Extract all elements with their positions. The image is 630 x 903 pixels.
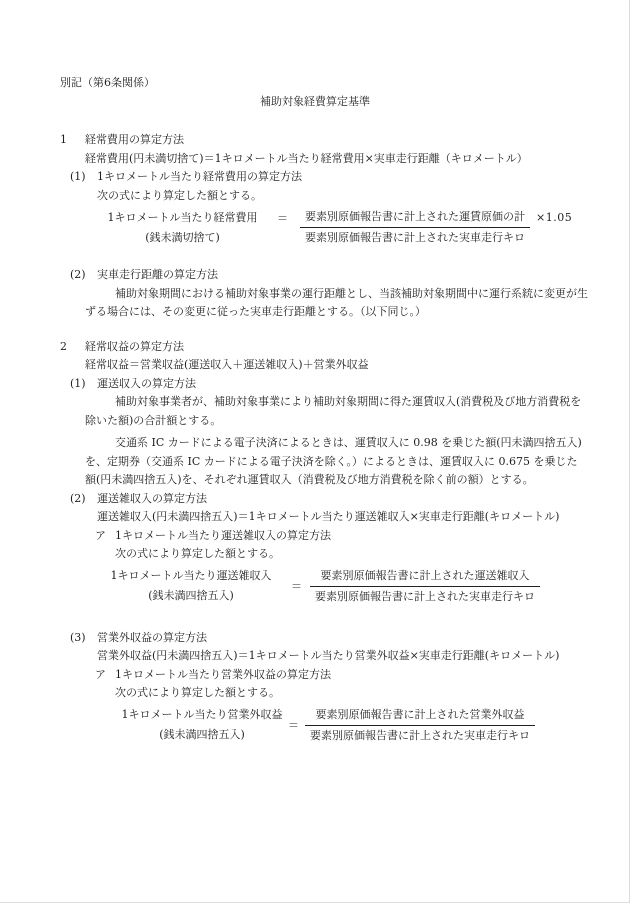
section-1-sub-1-heading-row (0, 168, 630, 187)
equals-sign: ＝ (291, 580, 302, 593)
section-2-sub-2-heading-row (0, 490, 630, 509)
section-2-sub-2-item-a-marker: ア (95, 528, 106, 542)
section-2-sub-1-heading: 運送収入の算定方法 (97, 376, 196, 390)
section-1-sub-1-heading: 1キロメートル当たり経常費用の算定方法 (97, 170, 302, 183)
formula-nonoperating-income-per-km-denominator: 要素別原価報告書に計上された実車走行キロ (310, 728, 530, 742)
formula-cost-per-km-denominator: 要素別原価報告書に計上された実車走行キロ (305, 231, 525, 244)
section-1-sub-2-heading: 実車走行距離の算定方法 (97, 268, 218, 281)
formula-misc-revenue-per-km-label (105, 568, 277, 604)
section-1-number: 1 (60, 133, 67, 146)
section-2-sub-2-heading: 運送雑収入の算定方法 (97, 491, 207, 505)
section-2-sub-3-formula-line: 営業外収益(円未満四捨五入)＝1キロメートル当たり営業外収益×実車走行距離(キロメートル) (97, 649, 560, 662)
section-2-sub-3-heading: 営業外収益の算定方法 (97, 630, 207, 644)
section-2-sub-1-paragraph2-line1: 交通系 IC カードによる電子決済によるときは、運賃収入に 0.98 を乗じた額(円未満四捨五入) (115, 436, 582, 449)
formula-nonoperating-income-per-km-label (118, 707, 286, 743)
section-2-sub-2-formula-line: 運送雑収入(円未満四捨五入)＝1キロメートル当たり運送雑収入×実車走行距離(キロメートル) (97, 510, 560, 523)
section-2-sub-1-paragraph1-line1: 補助対象事業者が、補助対象事業により補助対象期間に得た運賃収入(消費税及び地方消費税を (115, 395, 582, 408)
equals-sign: ＝ (277, 212, 288, 225)
section-1-sub-2-paragraph-line2: ずる場合には、その変更に従った実車走行距離とする。（以下同じ。） (85, 305, 426, 318)
formula-cost-per-km-multiplier: ×1.05 (536, 211, 573, 224)
formula-nonoperating-income-per-km-label-line2: (銭未満四捨五入) (159, 728, 245, 741)
section-1-sub-2-marker: (2) (70, 268, 86, 281)
section-2-sub-1-paragraph1-line2: 除いた額)の合計額とする。 (85, 413, 222, 427)
formula-cost-per-km-numerator: 要素別原価報告書に計上された運賃原価の計 (300, 209, 530, 228)
appendix-annotation: 別記（第6条関係） (60, 76, 155, 89)
formula-nonoperating-income-per-km-label-line1: 1キロメートル当たり営業外収益 (121, 708, 283, 721)
section-1-sub-1-marker: (1) (70, 170, 86, 183)
document-title: 補助対象経費算定基準 (260, 94, 370, 108)
section-2-sub-3-item-a-heading-row (0, 666, 630, 685)
section-1-sub-1-lead: 次の式により算定した額とする。 (97, 188, 262, 202)
formula-cost-per-km-label (100, 210, 265, 246)
section-2-sub-1-marker: (1) (70, 376, 86, 390)
section-2-sub-1-heading-row (0, 375, 630, 394)
formula-nonoperating-income-per-km-fraction (305, 707, 535, 744)
formula-misc-revenue-per-km-fraction (310, 568, 540, 605)
section-1-heading-row (0, 131, 630, 150)
section-2-sub-1-paragraph2-line3: 額(円未満四捨五入)を、それぞれ運賃収入（消費税及び地方消費税を除く前の額）とする。 (85, 473, 534, 486)
section-2-heading: 経常収益の算定方法 (85, 339, 184, 353)
formula-nonoperating-income-per-km (118, 707, 630, 744)
section-1-sub-2-heading-row (0, 266, 630, 285)
section-2-number: 2 (60, 339, 67, 353)
section-2-sub-3-item-a-marker: ア (95, 667, 106, 681)
section-2-sub-3-marker: (3) (70, 630, 86, 644)
section-2-formula-line: 経常収益＝営業収益(運送収入＋運送雑収入)＋営業外収益 (85, 358, 369, 371)
formula-cost-per-km (100, 209, 630, 246)
section-2-sub-2-item-a-lead: 次の式により算定した額とする。 (115, 547, 280, 560)
formula-cost-per-km-label-line2: (銭未満切捨て) (145, 230, 220, 244)
formula-nonoperating-income-per-km-numerator: 要素別原価報告書に計上された営業外収益 (305, 707, 535, 726)
section-1-formula-line: 経常費用(円未満切捨て)＝1キロメートル当たり経常費用×実車走行距離（キロメートル） (85, 151, 528, 165)
formula-misc-revenue-per-km-label-line2: (銭未満四捨五入) (148, 589, 234, 602)
formula-cost-per-km-fraction (300, 209, 530, 246)
section-2-sub-2-item-a-heading-row (0, 527, 630, 546)
section-2-sub-3-item-a-lead: 次の式により算定した額とする。 (115, 686, 280, 699)
formula-misc-revenue-per-km (105, 568, 630, 605)
section-1-sub-2-paragraph-line1: 補助対象期間における補助対象事業の運行距離とし、当該補助対象期間中に運行系統に変更が生 (115, 286, 588, 300)
equals-sign: ＝ (288, 719, 299, 732)
section-2-sub-3-heading-row (0, 629, 630, 648)
section-2-sub-2-marker: (2) (70, 491, 86, 505)
formula-misc-revenue-per-km-denominator: 要素別原価報告書に計上された実車走行キロ (315, 589, 535, 603)
formula-misc-revenue-per-km-label-line1: 1キロメートル当たり運送雑収入 (110, 569, 272, 582)
formula-cost-per-km-label-line1: 1キロメートル当たり経常費用 (107, 210, 258, 224)
section-1-heading: 経常費用の算定方法 (85, 133, 184, 146)
section-2-sub-2-item-a-heading: 1キロメートル当たり運送雑収入の算定方法 (115, 528, 331, 542)
section-2-heading-row (0, 338, 630, 357)
section-2-sub-3-item-a-heading: 1キロメートル当たり営業外収益の算定方法 (115, 667, 331, 681)
formula-misc-revenue-per-km-numerator: 要素別原価報告書に計上された運送雑収入 (310, 568, 540, 587)
section-2-sub-1-paragraph2-line2: を、定期券（交通系 IC カードによる電子決済を除く。）によるときは、運賃収入に 0.675 を乗じた (85, 454, 578, 468)
